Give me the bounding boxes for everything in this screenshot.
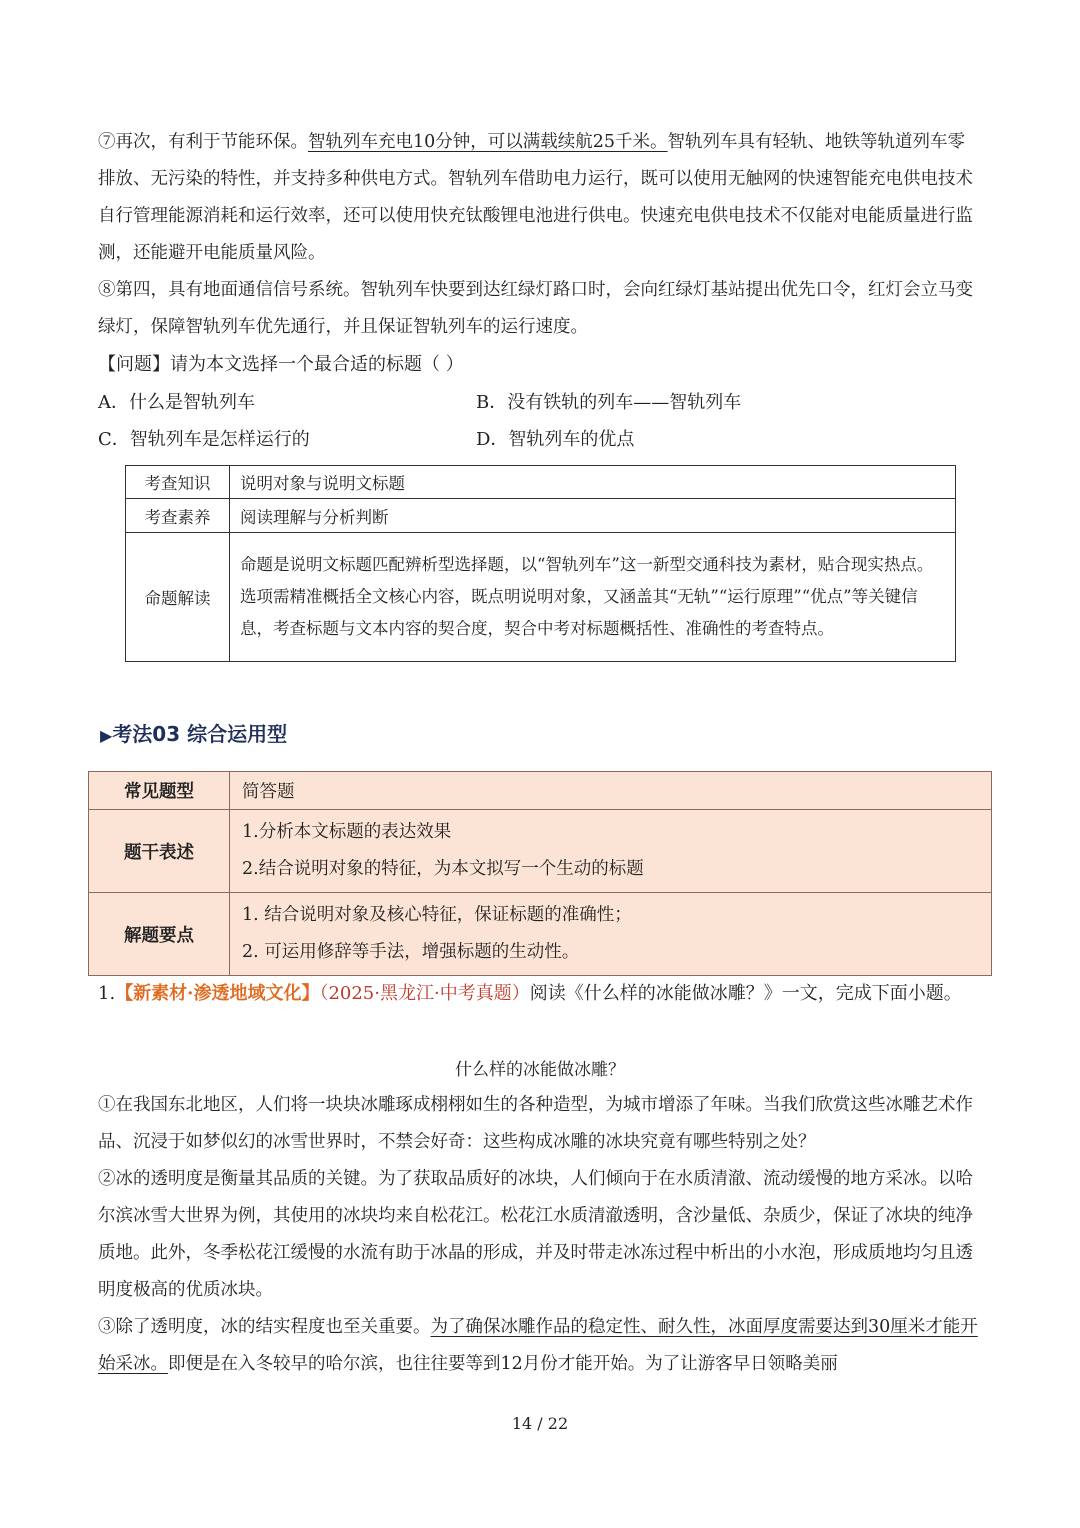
table-value — [230, 893, 992, 976]
table-label: 考查知识 — [126, 466, 230, 499]
table-value: 命题是说明文标题匹配辨析型选择题，以“智轨列车”这一新型交通科技为素材，贴合现实热点。选项需精准概括全文核心内容，既点明说明对象，又涵盖其“无轨”“运行原理”“优点”等关键信息，考查标题与文本内容的契合度，契合中考对标题概括性、准确性的考查特点。 — [230, 533, 956, 662]
section-heading — [100, 718, 287, 747]
page-number: 14 / 22 — [511, 1414, 569, 1433]
exercise-tag: 【新素材·渗透地域文化】 — [115, 983, 320, 1004]
analysis-table — [125, 465, 956, 662]
article-paragraph-1: ①在我国东北地区，人们将一块块冰雕琢成栩栩如生的各种造型，为城市增添了年味。当我们欣赏这些冰雕艺术作品、沉浸于如梦似幻的冰雪世界时，不禁会好奇：这些构成冰雕的冰块究竟有哪些特别之处？ — [98, 1095, 973, 1152]
table-value: 阅读理解与分析判断 — [230, 499, 956, 533]
method-line: 1. 结合说明对象及核心特征，保证标题的准确性； — [242, 905, 632, 925]
p7-underlined: 智轨列车充电10分钟，可以满载续航25千米。 — [308, 132, 668, 152]
method-line: 2. 可运用修辞等手法，增强标题的生动性。 — [242, 942, 580, 962]
table-value: 说明对象与说明文标题 — [230, 466, 956, 499]
p3-text-b: 即便是在入冬较早的哈尔滨，也往往要等到12月份才能开始。为了让游客早日领略美丽 — [168, 1354, 838, 1374]
section-title: 考法03 综合运用型 — [112, 722, 288, 746]
method-line: 1.分析本文标题的表达效果 — [242, 822, 452, 842]
article-paragraph-3 — [98, 1309, 982, 1383]
method-line: 2.结合说明对象的特征，为本文拟写一个生动的标题 — [242, 859, 644, 879]
table-row — [89, 772, 992, 810]
exercise-prompt: 阅读《什么样的冰能做冰雕？》一文，完成下面小题。 — [529, 983, 962, 1004]
table-label: 解题要点 — [89, 893, 230, 976]
option-d: D．智轨列车的优点 — [476, 429, 635, 450]
table-label: 常见题型 — [89, 772, 230, 810]
table-row — [89, 810, 992, 893]
option-b: B．没有铁轨的列车——智轨列车 — [476, 392, 742, 413]
exercise-number: 1. — [98, 983, 116, 1004]
table-row — [126, 466, 956, 499]
table-label: 题干表述 — [89, 810, 230, 893]
option-c: C．智轨列车是怎样运行的 — [98, 429, 310, 450]
table-value — [230, 810, 992, 893]
article-title: 什么样的冰能做冰雕？ — [455, 1060, 625, 1080]
exercise-intro — [98, 975, 982, 1012]
table-label: 命题解读 — [126, 533, 230, 662]
article-paragraph-2: ②冰的透明度是衡量其品质的关键。为了获取品质好的冰块，人们倾向于在水质清澈、流动缓慢的地方采冰。以哈尔滨冰雪大世界为例，其使用的冰块均来自松花江。松花江水质清澈透明，含沙量低、杂质少，保证了冰块的纯净质地。此外，冬季松花江缓慢的水流有助于冰晶的形成，并及时带走冰冻过程中析出的小水泡，形成质地均匀且透明度极高的优质冰块。 — [98, 1169, 973, 1300]
table-row — [126, 499, 956, 533]
method-table — [88, 771, 992, 976]
p7-text-a: ⑦再次，有利于节能环保。 — [98, 132, 308, 152]
play-marker-icon: ▶ — [100, 726, 113, 745]
paragraph-8: ⑧第四，具有地面通信信号系统。智轨列车快要到达红绿灯路口时，会向红绿灯基站提出优先口令，红灯会立马变绿灯，保障智轨列车优先通行，并且保证智轨列车的运行速度。 — [98, 280, 973, 337]
paragraph-7 — [98, 124, 982, 272]
table-label: 考查素养 — [126, 499, 230, 533]
table-row — [89, 893, 992, 976]
question: 【问题】请为本文选择一个最合适的标题（ ） — [98, 354, 464, 375]
p7-text-b: 智轨列车具有轻轨、地铁等轨道列车零排放、无污染的特性，并支持多种供电方式。智轨列车借助电力运行，既可以使用无触网的快速智能充电供电技术自行管理能源消耗和运行效率，还可以使用快充钛酸锂电池进行供电。快速充电供电技术不仅能对电能质量进行监测，还能避开电能质量风险。 — [98, 132, 973, 263]
p3-text-a: ③除了透明度，冰的结实程度也至关重要。 — [98, 1317, 431, 1337]
exercise-source: （2025·黑龙江·中考真题） — [319, 983, 530, 1004]
table-row — [126, 533, 956, 662]
option-a: A．什么是智轨列车 — [98, 392, 255, 413]
p3-underlined: 为了确保冰雕作品的稳定性、耐久性，冰面厚度需要达到30厘米才能开始采冰。 — [98, 1317, 978, 1374]
table-value: 简答题 — [230, 772, 992, 810]
